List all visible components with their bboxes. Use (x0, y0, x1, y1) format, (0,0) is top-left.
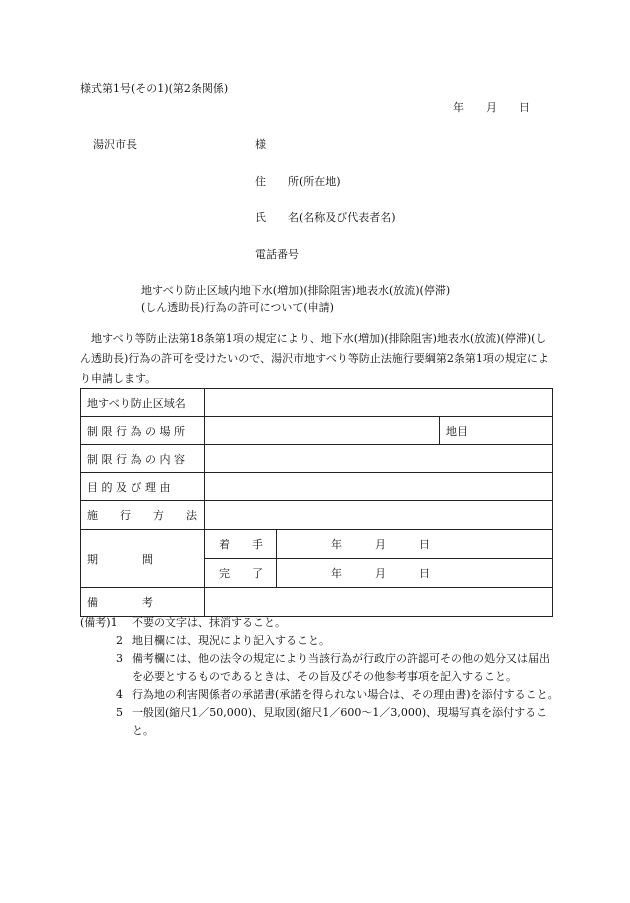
content-field[interactable] (205, 445, 553, 473)
body-paragraph: 地すべり等防止法第18条第1項の規定により、地下水(増加)(排除阻害)地表水(放流)(停滞)(しん透助長)行為の許可を受けたいので、湯沢市地すべり等防止法施行要綱第2条第1項の規定により申請します。 (80, 332, 549, 385)
addressee-honorific: 様 (255, 138, 266, 151)
applicant-address-label: 住 所(所在地) (255, 175, 341, 188)
note-item: 4 行為地の利害関係者の承諾書(承諾を得られない場合は、その理由書)を添付すること。 (116, 688, 559, 701)
note-item: 3 備考欄には、他の法令の規定により当該行為が行政庁の許認可その他の処分又は届出を必要とするものであるときは、その旨及びその他参考事項を記入すること。 (116, 652, 550, 683)
content-label: 制 限 行 為 の 内 容 (81, 445, 205, 473)
table-row (81, 530, 553, 559)
note-item: 5 一般図(縮尺1／50,000)、見取図(縮尺1／600～1／3,000)、現場写真を添付すること。 (116, 706, 548, 737)
land-category-label: 地目 (446, 424, 468, 438)
applicant-phone-label: 電話番号 (255, 248, 299, 261)
form-number: 様式第1号(その1)(第2条関係) (80, 82, 229, 95)
table-row (81, 389, 553, 417)
table-row (81, 473, 553, 501)
addressee-name: 湯沢市長 (93, 138, 137, 151)
document-title-line2: (しん透助長)行為の許可について(申請) (141, 301, 334, 314)
land-category-field[interactable] (440, 417, 553, 445)
start-label: 着 手 (205, 530, 277, 559)
start-date-field[interactable]: 年 月 日 (277, 530, 553, 559)
notes-section (80, 614, 560, 740)
method-label: 施 行 方 法 (81, 501, 205, 530)
table-row (81, 501, 553, 530)
applicant-name-label: 氏 名(名称及び代表者名) (255, 211, 396, 224)
note-item: (備考)1 不要の文字は、抹消すること。 (80, 616, 286, 629)
document-title-line1: 地すべり防止区域内地下水(増加)(排除阻害)地表水(放流)(停滞) (141, 284, 451, 297)
table-row (81, 445, 553, 473)
location-field[interactable] (205, 417, 440, 445)
period-label: 期 間 (81, 530, 205, 588)
note-item: 2 地目欄には、現況により記入すること。 (116, 634, 330, 647)
end-label: 完 了 (205, 559, 277, 588)
table-row (81, 588, 553, 617)
purpose-label: 目 的 及 び 理 由 (81, 473, 205, 501)
application-date: 年 月 日 (453, 101, 530, 114)
purpose-field[interactable] (205, 473, 553, 501)
area-name-label: 地すべり防止区域名 (81, 389, 205, 417)
remarks-label: 備 考 (81, 588, 205, 617)
area-name-field[interactable] (205, 389, 553, 417)
notes-prefix: (備考) (80, 616, 111, 629)
location-label: 制 限 行 為 の 場 所 (81, 417, 205, 445)
remarks-field[interactable] (205, 588, 553, 617)
table-row (81, 417, 553, 445)
method-field[interactable] (205, 501, 553, 530)
end-date-field[interactable]: 年 月 日 (277, 559, 553, 588)
application-table (80, 388, 553, 617)
